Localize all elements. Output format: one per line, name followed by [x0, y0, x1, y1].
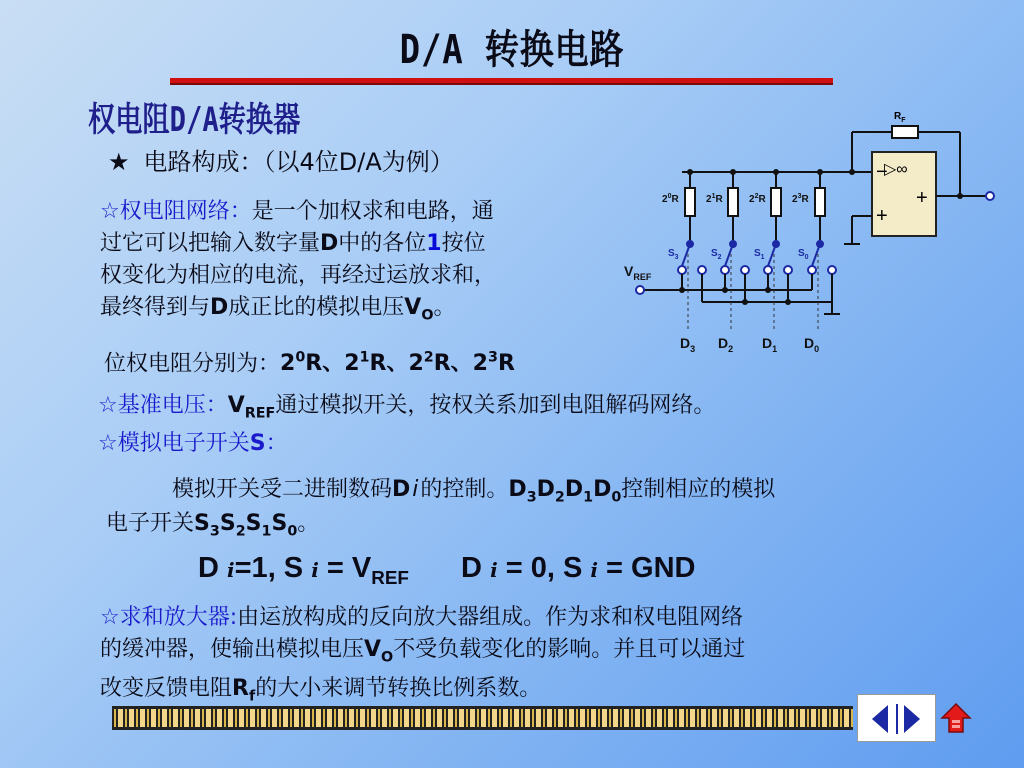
amplifier-line-2: 的缓冲器，使输出模拟电压$V_O$不受负载变化的影响。并且可以通过 [100, 637, 746, 666]
resistor-label-3: $2^3R$ [792, 193, 809, 205]
network-paragraph [100, 196, 630, 331]
opamp-plus-in: + [876, 205, 888, 227]
resistor-label-1: $2^1R$ [706, 193, 723, 205]
digit-label-d1: $D_1$ [762, 335, 778, 354]
amplifier-label: ☆求和放大器: [100, 605, 238, 630]
network-line-2: 过它可以把输入数字量D中的各位1按位 [100, 231, 486, 256]
network-line-4: 最终得到与D成正比的模拟电压$V_O$。 [100, 295, 456, 324]
opamp-minus: − [876, 161, 888, 183]
composition-line [108, 146, 454, 178]
star-icon: ★ [108, 148, 130, 176]
switch-label: ☆模拟电子开关 [98, 431, 250, 456]
nav-divider [896, 704, 898, 734]
rf-label: $R_F$ [894, 111, 906, 124]
switch-equation: D i=1, S $i = V_{REF}$ D i = 0, S i = GND [198, 552, 696, 588]
reference-line: ☆基准电压：$V_{REF}$通过模拟开关，按权关系加到电阻解码网络。 [98, 393, 716, 422]
network-line-3: 权变化为相应的电流，再经过运放求和， [100, 263, 497, 288]
section-subtitle: 权电阻D/A转换器 [88, 100, 301, 140]
switch-line-2: 电子开关$S_3S_2S_1S_0$。 [106, 511, 320, 540]
switch-label-s2: $S_2$ [711, 248, 722, 261]
switch-label-line: ☆模拟电子开关S： [98, 431, 288, 456]
digit-label-d2: $D_2$ [718, 335, 734, 354]
prev-slide-icon[interactable] [872, 705, 888, 733]
switch-label-s3: $S_3$ [668, 248, 679, 261]
switch-label-s1: $S_1$ [754, 248, 765, 261]
switch-label-s0: $S_0$ [798, 248, 809, 261]
resistor-values-line: 位权电阻分别为：$2^0R$、$2^1R$、$2^2R$、$2^3R$ [104, 350, 515, 377]
opamp-plus-out: + [916, 187, 928, 209]
vref-label: $V_{REF}$ [624, 263, 652, 282]
next-slide-icon[interactable] [904, 705, 920, 733]
page-title: D/A 转换电路 [399, 27, 625, 73]
title-underline [170, 78, 833, 83]
network-label: ☆权电阻网络： [100, 199, 252, 224]
nav-panel [857, 694, 936, 742]
digit-label-d3: $D_3$ [680, 335, 696, 354]
resistor-label-0: $2^0R$ [662, 193, 679, 205]
resistor-label-2: $2^2R$ [749, 193, 766, 205]
greek-key-border [112, 706, 853, 730]
network-line-1: ☆权电阻网络：是一个加权求和电路，通 [100, 199, 494, 224]
digit-label-d0: $D_0$ [804, 335, 820, 354]
weighted-resistor-circuit [622, 104, 1002, 364]
composition-text: 电路构成：（以4位D/A为例） [143, 148, 454, 176]
home-icon[interactable] [940, 702, 972, 734]
amplifier-paragraph [100, 602, 960, 713]
amplifier-line-3: 改变反馈电阻$R_f$的大小来调节转换比例系数。 [100, 676, 542, 705]
opamp-symbol: ▷∞ [884, 161, 908, 178]
switch-line-1: 模拟开关受二进制数码Di的控制。$D_3D_2D_1D_0$控制相应的模拟 [172, 477, 776, 506]
amplifier-line-1: ☆求和放大器:由运放构成的反向放大器组成。作为求和权电阻网络 [100, 605, 744, 630]
reference-label: ☆基准电压： [98, 393, 228, 418]
